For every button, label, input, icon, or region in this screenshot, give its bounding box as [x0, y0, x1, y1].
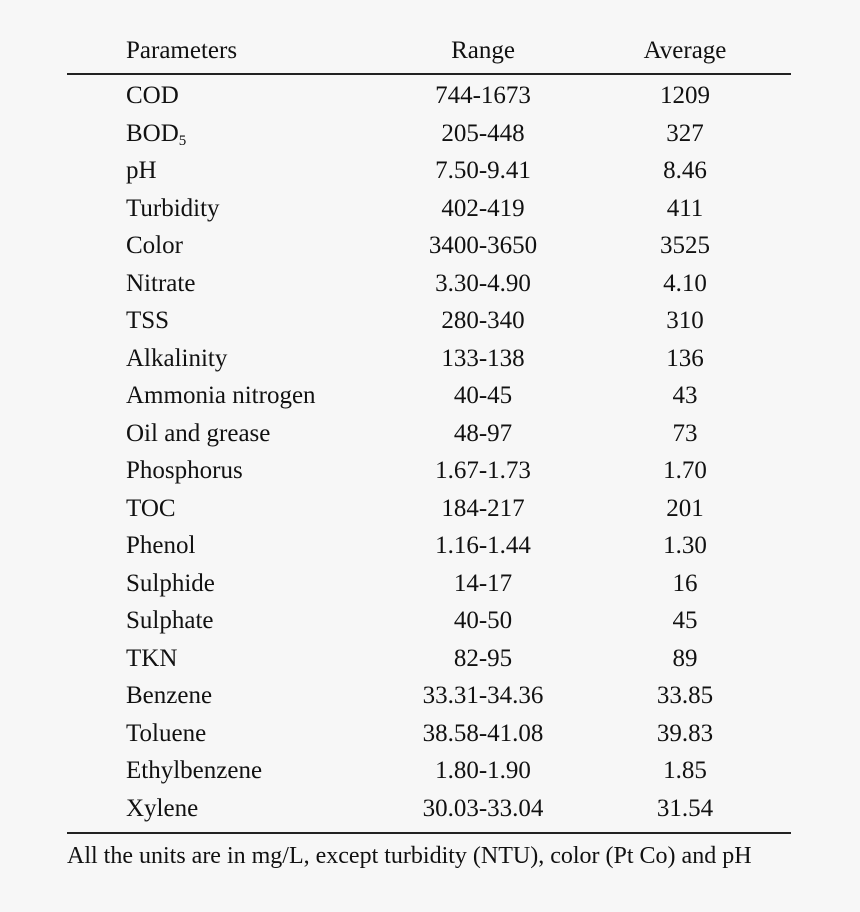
header-range: Range — [451, 37, 515, 64]
cell-parameter — [126, 266, 195, 302]
parameter-name: Ammonia nitrogen — [126, 382, 316, 409]
parameter-name: Color — [126, 232, 183, 259]
parameter-name: Sulphide — [126, 569, 215, 597]
table-row — [0, 266, 860, 304]
cell-range: 205-448 — [441, 119, 525, 147]
cell-average: 411 — [666, 194, 704, 222]
cell-range: 7.50-9.41 — [435, 157, 531, 184]
table-body — [0, 78, 860, 828]
cell-parameter — [126, 753, 262, 789]
cell-parameter — [126, 116, 186, 152]
cell-parameter — [126, 416, 270, 452]
header-parameters: Parameters — [126, 37, 238, 64]
cell-parameter — [126, 453, 243, 489]
cell-average: 327 — [666, 119, 704, 147]
table-row — [0, 453, 860, 491]
parameter-name: TSS — [126, 307, 170, 334]
table-bottom-rule — [67, 832, 791, 834]
table-row — [0, 753, 860, 791]
cell-parameter — [126, 303, 169, 339]
parameter-name: Nitrate — [126, 269, 196, 297]
cell-parameter — [126, 716, 206, 752]
cell-range: 3400-3650 — [428, 232, 538, 259]
table-row — [0, 116, 860, 154]
cell-average: 73 — [672, 419, 698, 447]
cell-parameter — [126, 341, 227, 377]
table-row — [0, 303, 860, 341]
cell-average: 33.85 — [656, 682, 714, 709]
cell-average: 1.85 — [663, 757, 707, 784]
cell-parameter — [126, 228, 183, 264]
cell-average: 1209 — [660, 82, 710, 109]
cell-parameter — [126, 566, 215, 602]
table-row — [0, 528, 860, 566]
table-row — [0, 678, 860, 716]
parameter-name: pH — [126, 157, 157, 184]
parameter-subscript: 5 — [178, 132, 187, 149]
header-average: Average — [643, 37, 727, 64]
table-row — [0, 341, 860, 379]
cell-parameter — [126, 78, 179, 114]
parameter-name: Sulphate — [126, 607, 214, 634]
cell-parameter — [126, 378, 316, 414]
parameter-name: TKN — [126, 644, 178, 672]
cell-range: 48-97 — [453, 419, 513, 447]
table-row — [0, 791, 860, 829]
cell-range: 1.67-1.73 — [435, 457, 531, 484]
table-row — [0, 603, 860, 641]
cell-range: 40-45 — [453, 382, 513, 409]
cell-parameter — [126, 191, 220, 227]
cell-range: 133-138 — [441, 344, 525, 372]
parameter-name: Oil and grease — [126, 419, 271, 447]
table-row — [0, 491, 860, 529]
cell-range: 402-419 — [441, 194, 525, 222]
parameter-name: Alkalinity — [126, 344, 228, 372]
cell-average: 1.30 — [663, 532, 707, 559]
table-row — [0, 716, 860, 754]
cell-parameter — [126, 491, 176, 527]
cell-average: 89 — [672, 644, 698, 672]
table-row — [0, 416, 860, 454]
cell-parameter — [126, 603, 214, 639]
table-row — [0, 566, 860, 604]
parameter-name: Phosphorus — [126, 457, 243, 484]
cell-range: 33.31-34.36 — [422, 682, 544, 709]
cell-parameter — [126, 641, 177, 677]
cell-range: 3.30-4.90 — [435, 269, 531, 297]
cell-average: 201 — [666, 494, 704, 522]
cell-average: 31.54 — [656, 794, 714, 822]
cell-average: 43 — [672, 382, 698, 409]
cell-average: 4.10 — [663, 269, 707, 297]
cell-range: 184-217 — [441, 494, 525, 522]
cell-average: 45 — [672, 607, 698, 634]
cell-average: 136 — [666, 344, 704, 372]
cell-parameter — [126, 153, 157, 189]
cell-range: 280-340 — [441, 307, 525, 334]
table-top-rule — [67, 73, 791, 75]
cell-average: 16 — [672, 569, 698, 597]
table-row — [0, 378, 860, 416]
parameter-name: Turbidity — [126, 194, 220, 222]
parameter-name: Toluene — [126, 719, 207, 747]
cell-average: 8.46 — [663, 157, 707, 184]
cell-average: 39.83 — [656, 719, 714, 747]
cell-parameter — [126, 678, 212, 714]
cell-range: 38.58-41.08 — [422, 719, 544, 747]
table-row — [0, 78, 860, 116]
cell-range: 14-17 — [453, 569, 513, 597]
table-row — [0, 191, 860, 229]
table-row — [0, 153, 860, 191]
table-row — [0, 641, 860, 679]
parameter-name: Benzene — [126, 682, 213, 709]
cell-average: 310 — [666, 307, 704, 334]
cell-range: 82-95 — [453, 644, 513, 672]
table-header-row — [0, 33, 860, 69]
parameter-name: TOC — [126, 494, 176, 522]
cell-parameter — [126, 791, 198, 827]
cell-range: 30.03-33.04 — [422, 794, 544, 822]
parameter-name: BOD — [126, 119, 179, 147]
table-row — [0, 228, 860, 266]
cell-range: 40-50 — [453, 607, 513, 634]
table-footnote: All the units are in mg/L, except turbidity (NTU), color (Pt Co) and pH — [67, 843, 752, 869]
cell-range: 1.16-1.44 — [435, 532, 531, 559]
parameter-name: Ethylbenzene — [126, 757, 263, 784]
parameter-name: Phenol — [126, 532, 196, 559]
parameter-name: Xylene — [126, 794, 199, 822]
cell-average: 1.70 — [663, 457, 707, 484]
cell-range: 744-1673 — [435, 82, 531, 109]
cell-range: 1.80-1.90 — [435, 757, 531, 784]
parameter-name: COD — [126, 82, 179, 109]
cell-parameter — [126, 528, 195, 564]
cell-average: 3525 — [660, 232, 710, 259]
